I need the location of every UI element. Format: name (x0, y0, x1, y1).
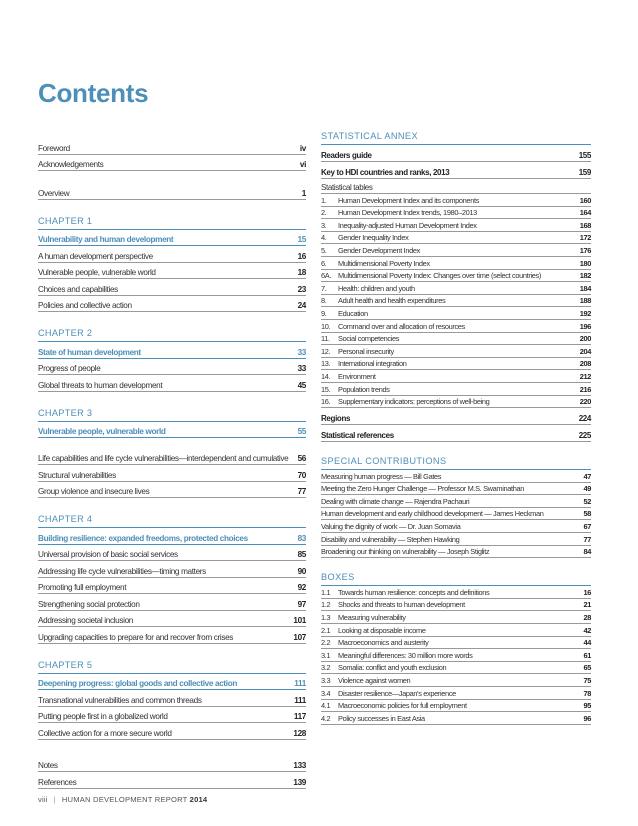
boxes-list (321, 586, 591, 725)
toc-entry-text: Human Development Index trends, 1980–2013 (338, 208, 477, 218)
toc-entry-page: 155 (578, 151, 591, 160)
toc-entry-label: Overview (38, 188, 70, 198)
folio: viii (38, 795, 48, 804)
toc-entry-label: Upgrading capacities to prepare for and recover from crises (38, 632, 234, 642)
toc-entry-page: 49 (583, 484, 591, 494)
toc-entry-label (321, 322, 576, 331)
toc-entry-text: Policy successes in East Asia (338, 713, 425, 723)
toc-entry-number: 2. (321, 208, 327, 218)
toc-entry-page: 33 (297, 347, 306, 357)
toc-entry-label: Addressing societal inclusion (38, 616, 133, 625)
toc-entry-label: Statistical references (321, 431, 394, 441)
toc-entry-label: Transnational vulnerabilities and common threads (38, 695, 202, 705)
toc-entry-page: 133 (293, 761, 306, 770)
toc-entry[interactable] (321, 674, 591, 687)
toc-entry[interactable] (321, 533, 591, 546)
statistical-tables-heading (321, 179, 591, 194)
toc-entry[interactable] (38, 422, 306, 439)
toc-entry-page: 164 (579, 208, 591, 218)
toc-entry[interactable] (38, 545, 306, 562)
toc-entry-label: Notes (38, 761, 58, 770)
toc-entry-label: Acknowledgements (38, 160, 104, 169)
toc-entry-label (321, 359, 576, 368)
toc-entry-label: Progress of people (38, 364, 101, 373)
toc-entry-page: 225 (578, 431, 591, 441)
toc-entry-label (321, 233, 576, 242)
toc-entry[interactable] (38, 594, 306, 611)
toc-entry-label (321, 208, 576, 217)
toc-entry-page: 16 (297, 251, 306, 261)
toc-entry-page: 24 (297, 301, 306, 310)
toc-entry[interactable] (321, 712, 591, 725)
toc-entry-label: Human development and early childhood development — James Heckman (321, 509, 544, 519)
toc-entry-page: 204 (579, 346, 591, 356)
toc-entry[interactable] (321, 370, 591, 383)
right-toc-column (321, 131, 591, 725)
toc-entry-text: Social competencies (338, 334, 400, 344)
toc-entry-page: 23 (297, 284, 306, 294)
toc-entry[interactable] (38, 230, 306, 247)
toc-entry-text: Education (338, 308, 368, 318)
toc-entry-label: Policies and collective action (38, 301, 132, 310)
toc-entry[interactable] (38, 375, 306, 392)
chapter-heading: CHAPTER 4 (38, 514, 306, 528)
toc-entry-label (321, 296, 576, 305)
toc-entry-text: Looking at disposable income (338, 625, 426, 635)
toc-entry-page: 212 (579, 371, 591, 381)
toc-entry-page: 33 (297, 364, 306, 373)
toc-entry-page: 216 (579, 384, 591, 394)
toc-entry-label (321, 613, 579, 622)
chapter-heading: CHAPTER 5 (38, 660, 306, 674)
toc-entry[interactable] (321, 520, 591, 533)
toc-entry[interactable] (321, 219, 591, 232)
special-contributions-list (321, 470, 591, 558)
toc-entry-page: 182 (579, 271, 591, 281)
front-matter (38, 138, 306, 171)
toc-entry-page: 67 (583, 522, 591, 532)
statistical-tables-label: Statistical tables (321, 183, 373, 192)
toc-entry-label (321, 600, 579, 609)
chapter-heading: CHAPTER 1 (38, 216, 306, 230)
toc-entry-label (321, 588, 579, 597)
toc-entry-text: Population trends (338, 384, 390, 394)
toc-entry-text: Human Development Index and its components (338, 195, 480, 205)
toc-entry-label (321, 271, 576, 280)
toc-entry-label: Universal provision of basic social services (38, 550, 178, 559)
toc-entry[interactable] (38, 772, 306, 789)
toc-entry[interactable] (321, 333, 591, 346)
toc-entry-label: Regions (321, 414, 351, 424)
chapter-heading: CHAPTER 2 (38, 328, 306, 342)
toc-entry-label: Deepening progress: global goods and collective action (38, 679, 238, 688)
toc-entry[interactable] (321, 687, 591, 700)
toc-entry[interactable] (38, 528, 306, 545)
toc-entry[interactable] (321, 358, 591, 371)
toc-entry[interactable] (38, 438, 306, 465)
toc-entry[interactable] (321, 700, 591, 713)
toc-entry-label (321, 196, 576, 205)
toc-entry[interactable] (38, 296, 306, 313)
toc-entry-label (321, 334, 576, 343)
toc-entry-page: 111 (294, 679, 306, 688)
toc-entry[interactable] (38, 359, 306, 376)
toc-entry-label: State of human development (38, 347, 141, 357)
toc-entry-number: 6. (321, 258, 327, 268)
toc-entry-page: 77 (297, 487, 306, 496)
toc-entry-label (321, 259, 576, 268)
toc-entry[interactable] (38, 611, 306, 628)
toc-entry-page: 159 (578, 168, 591, 177)
page-title: Contents (38, 78, 149, 108)
toc-entry-page: 107 (293, 632, 306, 642)
toc-entry[interactable] (38, 561, 306, 578)
toc-entry[interactable] (321, 320, 591, 333)
toc-entry-label (321, 663, 579, 672)
toc-entry[interactable] (38, 756, 306, 773)
toc-entry-text: Multidimensional Poverty Index: Changes over time (select countries) (338, 271, 541, 281)
toc-entry-page: iv (299, 143, 306, 153)
toc-entry-page: 101 (293, 616, 306, 625)
toc-entry-label (321, 638, 579, 647)
toc-entry-page: 180 (579, 258, 591, 268)
toc-entry-number: 1. (321, 195, 327, 205)
toc-entry-text: Towards human resilience: concepts and definitions (338, 587, 490, 597)
toc-entry-label: Dealing with climate change — Rajendra Pachauri (321, 496, 470, 506)
toc-entry-page: 111 (294, 695, 306, 705)
toc-entry[interactable] (321, 483, 591, 496)
toc-entry-text: Personal insecurity (338, 346, 394, 356)
toc-entry-label: Key to HDI countries and ranks, 2013 (321, 168, 450, 177)
toc-entry-label: Structural vulnerabilities (38, 470, 116, 480)
toc-entry-number: 5. (321, 245, 327, 255)
toc-entry-page: 196 (579, 321, 591, 331)
toc-entry-page: 45 (297, 380, 306, 390)
toc-entry-page: 208 (579, 359, 591, 369)
toc-entry-text: Meaningful differences: 30 million more words (338, 650, 473, 660)
toc-entry-label (321, 372, 576, 381)
toc-entry-text: Disaster resilience—Japan's experience (338, 688, 456, 698)
toc-entry-text: International integration (338, 359, 407, 369)
toc-entry-page: 65 (583, 663, 591, 673)
toc-entry-page: 96 (583, 713, 591, 723)
toc-entry-number: 1.1 (321, 587, 331, 597)
toc-entry-label: Vulnerable people, vulnerable world (38, 427, 166, 436)
toc-entry-text: Environment (338, 371, 376, 381)
toc-entry-label (321, 246, 576, 255)
toc-entry-page: 47 (583, 471, 591, 481)
toc-entry-label (321, 714, 579, 723)
toc-entry-page: 92 (297, 583, 306, 592)
toc-entry[interactable] (321, 425, 591, 442)
toc-entry-page: 42 (583, 625, 591, 635)
toc-entry-page: 61 (583, 650, 591, 660)
toc-entry-page: 97 (297, 599, 306, 609)
toc-entry-label: Addressing life cycle vulnerabilities—timing matters (38, 566, 206, 576)
toc-entry-page: 77 (583, 534, 591, 544)
toc-entry-number: 1.2 (321, 600, 331, 610)
toc-entry-page: 200 (579, 334, 591, 344)
toc-entry-label (321, 221, 576, 230)
toc-entry-page: 184 (579, 283, 591, 293)
toc-entry[interactable] (321, 611, 591, 624)
toc-entry-page: 220 (579, 397, 591, 407)
toc-entry[interactable] (321, 662, 591, 675)
toc-entry[interactable] (321, 282, 591, 295)
toc-entry[interactable] (321, 396, 591, 409)
toc-entry-text: Supplementary indicators: perceptions of well-being (338, 397, 490, 407)
toc-entry[interactable] (321, 307, 591, 320)
toc-entry[interactable] (321, 295, 591, 308)
toc-entry[interactable] (321, 586, 591, 599)
toc-entry-number: 8. (321, 296, 327, 306)
toc-entry-text: Macroeconomic policies for full employment (338, 701, 467, 711)
toc-entry-label (321, 284, 576, 293)
toc-entry-page: 75 (583, 676, 591, 685)
toc-entry-text: Violence against women (338, 676, 411, 685)
toc-entry-number: 2.1 (321, 625, 331, 635)
toc-entry[interactable] (321, 508, 591, 521)
toc-entry[interactable] (321, 470, 591, 483)
toc-entry[interactable] (321, 257, 591, 270)
toc-entry-label: Collective action for a more secure world (38, 728, 172, 738)
toc-entry-number: 3.4 (321, 688, 331, 698)
boxes-heading: BOXES (321, 572, 591, 586)
toc-entry-number: 7. (321, 283, 327, 293)
toc-entry-label (321, 676, 579, 685)
toc-entry-number: 13. (321, 359, 331, 369)
toc-entry-text: Health: children and youth (338, 283, 415, 293)
toc-entry[interactable] (321, 649, 591, 662)
toc-entry[interactable] (38, 465, 306, 482)
toc-entry-label: Broadening our thinking on vulnerability — Joseph Stiglitz (321, 547, 490, 557)
toc-entry-label: Putting people first in a globalized world (38, 712, 168, 721)
toc-entry-label (321, 626, 579, 635)
toc-entry[interactable] (38, 707, 306, 724)
page-footer (38, 795, 207, 804)
toc-entry-page: 16 (583, 587, 591, 597)
toc-entry[interactable] (38, 723, 306, 740)
toc-entry-text: Inequality-adjusted Human Development Index (338, 220, 477, 230)
toc-entry-page: 83 (297, 533, 306, 543)
toc-entry-number: 1.3 (321, 613, 331, 623)
toc-entry[interactable] (321, 270, 591, 283)
toc-entry[interactable] (38, 342, 306, 359)
toc-entry-label: Vulnerable people, vulnerable world (38, 268, 156, 277)
toc-entry-text: Gender Inequality Index (338, 233, 409, 243)
report-year: 2014 (189, 795, 208, 804)
toc-entry[interactable] (321, 232, 591, 245)
toc-entry-label (321, 385, 576, 394)
toc-entry-text: Measuring vulnerability (338, 613, 406, 623)
toc-entry[interactable] (38, 246, 306, 263)
toc-entry-page: 78 (583, 688, 591, 698)
toc-entry-label: Strengthening social protection (38, 599, 140, 609)
toc-entry-number: 6A. (321, 271, 332, 281)
toc-entry-page: 95 (583, 701, 591, 711)
toc-entry-number: 3.2 (321, 663, 331, 673)
toc-entry-number: 4.2 (321, 713, 331, 723)
toc-entry-page: 139 (293, 777, 306, 787)
toc-entry-page: 192 (579, 308, 591, 318)
annex-top-list (321, 145, 591, 179)
toc-entry-text: Shocks and threats to human development (338, 600, 465, 610)
footer-divider: | (53, 795, 56, 804)
toc-entry[interactable] (38, 263, 306, 280)
toc-entry-page: 90 (297, 566, 306, 576)
toc-entry-page: 160 (579, 195, 591, 205)
back-matter (38, 756, 306, 789)
toc-entry-text: Gender Development Index (338, 245, 420, 255)
toc-entry[interactable] (321, 145, 591, 162)
toc-entry-page: 128 (293, 728, 306, 738)
report-name: HUMAN DEVELOPMENT REPORT (61, 795, 188, 804)
toc-entry-page: 176 (579, 245, 591, 255)
toc-entry[interactable] (38, 155, 306, 172)
toc-entry-label: Disability and vulnerability — Stephen Hawking (321, 534, 460, 544)
toc-entry-page: 18 (297, 268, 306, 277)
toc-entry-label: Building resilience: expanded freedoms, protected choices (38, 533, 248, 543)
chapter-heading: CHAPTER 3 (38, 408, 306, 422)
toc-entry-label (321, 651, 579, 660)
toc-entry[interactable] (321, 624, 591, 637)
toc-entry-label: Global threats to human development (38, 380, 163, 390)
toc-entry[interactable] (321, 495, 591, 508)
toc-entry-page: 168 (579, 220, 591, 230)
toc-entry-label (321, 701, 579, 710)
toc-entry-label: Life capabilities and life cycle vulnerabilities—interdependent and cumulative (38, 454, 289, 463)
toc-entry-text: Command over and allocation of resources (338, 321, 465, 331)
toc-entry-page: 28 (583, 613, 591, 623)
toc-entry-label: A human development perspective (38, 251, 153, 261)
toc-entry[interactable] (38, 138, 306, 155)
toc-entry-page: 117 (293, 712, 306, 721)
toc-entry-page: 84 (583, 547, 591, 557)
toc-entry-text: Multidimensional Poverty Index (338, 258, 430, 268)
toc-entry-label: Vulnerability and human development (38, 235, 174, 244)
toc-entry-label: Meeting the Zero Hunger Challenge — Professor M.S. Swaminathan (321, 484, 525, 494)
statistical-annex-heading: STATISTICAL ANNEX (321, 131, 591, 145)
toc-entry-page: 70 (297, 470, 306, 480)
toc-entry[interactable] (321, 546, 591, 559)
toc-entry-text: Macroeconomics and austerity (338, 638, 429, 648)
toc-entry-label: Readers guide (321, 151, 372, 160)
toc-entry[interactable] (38, 482, 306, 499)
toc-entry[interactable] (321, 637, 591, 650)
toc-entry-label: Group violence and insecure lives (38, 487, 150, 496)
toc-entry-number: 4.1 (321, 701, 331, 711)
toc-entry-number: 2.2 (321, 638, 331, 648)
toc-entry[interactable] (38, 578, 306, 595)
toc-entry-label: Foreword (38, 143, 70, 153)
toc-entry-number: 15. (321, 384, 331, 394)
toc-entry-text: Adult health and health expenditures (338, 296, 446, 306)
toc-entry-page: 56 (297, 454, 306, 463)
toc-entry-label (321, 397, 576, 406)
toc-entry[interactable] (321, 207, 591, 220)
toc-entry-page: 85 (297, 550, 306, 559)
toc-entry-label (321, 689, 579, 698)
toc-entry-text: Somalia: conflict and youth exclusion (338, 663, 447, 673)
toc-entry[interactable] (38, 279, 306, 296)
statistical-tables-list (321, 194, 591, 408)
toc-entry-page: 21 (583, 600, 591, 610)
toc-entry-label: References (38, 777, 77, 787)
toc-entry-page: 1 (301, 188, 306, 198)
toc-entry-label (321, 347, 576, 356)
toc-entry-number: 3. (321, 220, 327, 230)
toc-entry-page: 188 (579, 296, 591, 306)
toc-entry-page: vi (299, 160, 306, 169)
chapters-list (38, 216, 306, 740)
left-toc-column (38, 138, 306, 789)
toc-entry-number: 16. (321, 397, 331, 407)
annex-bottom-list (321, 408, 591, 442)
toc-entry[interactable] (321, 408, 591, 425)
toc-entry[interactable] (38, 627, 306, 644)
special-contributions-heading: SPECIAL CONTRIBUTIONS (321, 456, 591, 470)
toc-entry[interactable] (38, 690, 306, 707)
toc-entry-page: 224 (578, 414, 591, 424)
toc-entry-label: Choices and capabilities (38, 284, 118, 294)
toc-entry-overview[interactable] (38, 183, 306, 200)
toc-entry-number: 12. (321, 346, 331, 356)
toc-entry[interactable] (321, 383, 591, 396)
toc-entry-number: 9. (321, 308, 327, 318)
toc-entry-page: 44 (583, 638, 591, 648)
toc-entry-page: 52 (583, 496, 591, 506)
toc-entry[interactable] (321, 599, 591, 612)
toc-entry-number: 11. (321, 334, 330, 344)
toc-entry-label: Promoting full employment (38, 583, 127, 592)
toc-entry-label: Measuring human progress — Bill Gates (321, 471, 442, 481)
toc-entry-number: 14. (321, 371, 331, 381)
toc-entry-label: Valuing the dignity of work — Dr. Juan Somavia (321, 522, 461, 532)
toc-entry-number: 4. (321, 233, 327, 243)
toc-entry[interactable] (321, 162, 591, 179)
toc-entry-page: 172 (579, 233, 591, 243)
toc-entry-page: 15 (297, 235, 306, 244)
toc-entry-number: 3.1 (321, 650, 331, 660)
toc-entry-page: 55 (297, 427, 306, 436)
toc-entry[interactable] (321, 244, 591, 257)
toc-entry-page: 58 (583, 509, 591, 519)
toc-entry-number: 3.3 (321, 676, 331, 685)
toc-entry-number: 10. (321, 321, 331, 331)
toc-entry[interactable] (38, 674, 306, 691)
toc-entry-label (321, 309, 576, 318)
toc-entry[interactable] (321, 345, 591, 358)
toc-entry[interactable] (321, 194, 591, 207)
